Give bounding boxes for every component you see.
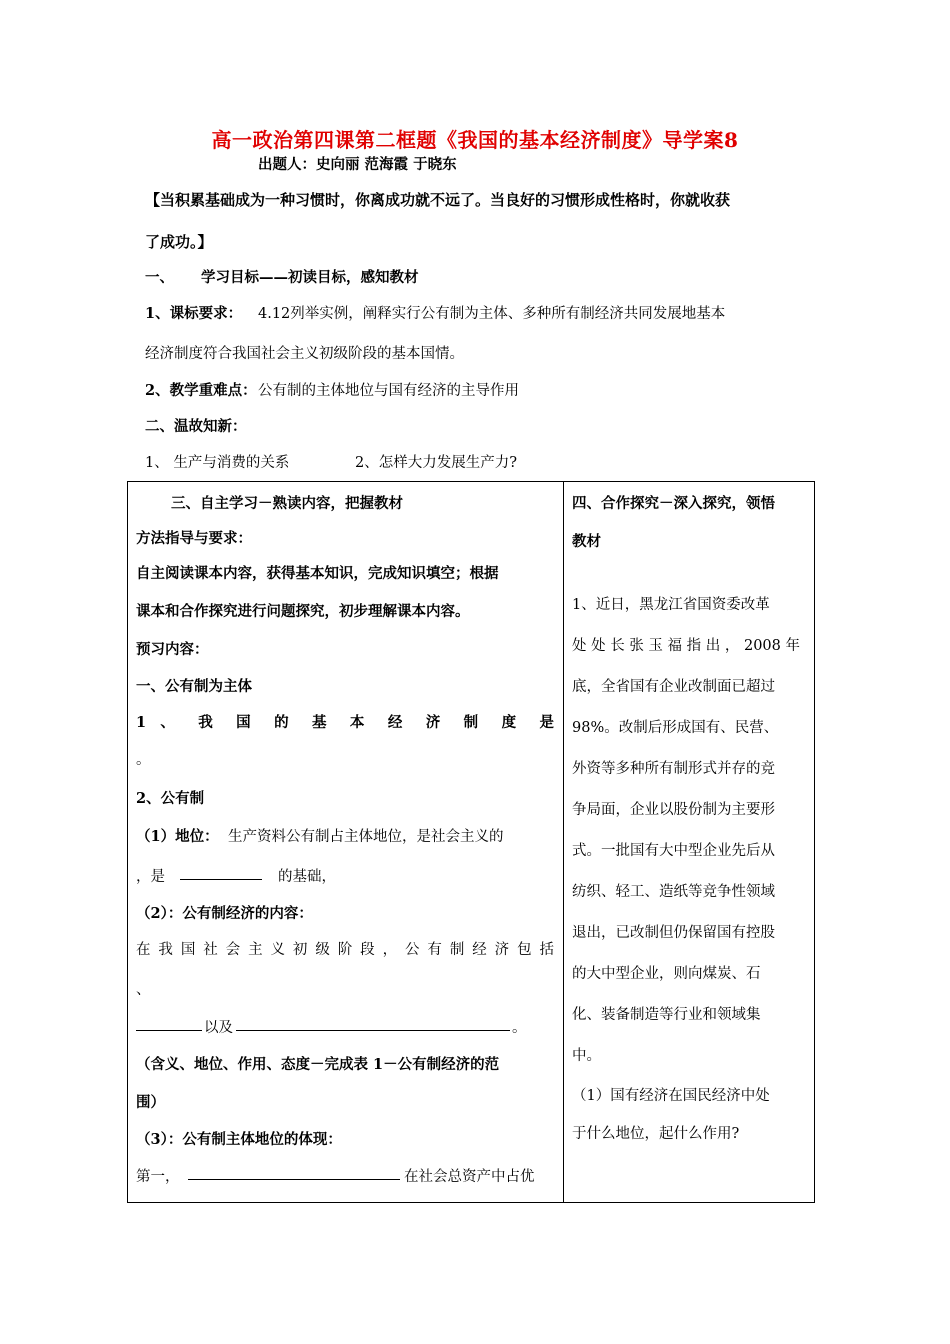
section1-heading-num: 一、 — [145, 269, 174, 286]
self-study-heading: 三、自主学习－熟读内容，把握教材 — [171, 495, 403, 512]
question-basic-system-end: 。 — [136, 752, 151, 768]
content-text: 在 我 国 社 会 主 义 初 级 阶 段 ， 公 有 制 经 济 包 括 — [136, 942, 554, 958]
column-divider — [563, 482, 564, 1202]
status-blank-post: 的基础， — [278, 869, 336, 885]
status-label: （1）地位： — [136, 828, 219, 845]
method-text-b: 课本和合作探究进行问题探究，初步理解课本内容。 — [136, 603, 470, 620]
preview-label: 预习内容： — [136, 641, 209, 658]
status-blank-pre: ，是 — [136, 869, 165, 885]
motto-line-2: 了成功。】 — [145, 233, 213, 251]
question-basic-system: 1 、 我 国 的 基 本 经 济 制 度 是 — [136, 714, 554, 731]
section2-heading: 二、温故知新： — [145, 418, 247, 435]
status-blank[interactable] — [180, 865, 262, 880]
case-line: 1、近日，黑龙江省国资委改革 — [572, 597, 770, 613]
case-line: 处 处 长 张 玉 福 指 出 ， 2008 年 — [572, 638, 800, 654]
study-table — [127, 481, 815, 1203]
case-line: 化、装备制造等行业和领域集 — [572, 1007, 761, 1023]
content-blank-1[interactable] — [136, 1016, 202, 1031]
cooperative-heading-a: 四、合作探究－深入探究，领悟 — [572, 495, 775, 512]
content-comma: 、 — [136, 982, 151, 998]
motto-line-1: 【当积累基础成为一种习惯时，你离成功就不远了。当良好的习惯形成性格时，你就收获 — [145, 191, 731, 209]
curriculum-text-b: 经济制度符合我国社会主义初级阶段的基本国情。 — [145, 346, 464, 362]
review-question-1: 1、 生产与消费的关系 — [145, 455, 290, 471]
case-line: 式。一批国有大中型企业先后从 — [572, 843, 775, 859]
method-text-a: 自主阅读课本内容，获得基本知识，完成知识填空；根据 — [136, 565, 499, 582]
status-text: 生产资料公有制占主体地位，是社会主义的 — [228, 829, 504, 845]
method-label: 方法指导与要求： — [136, 530, 252, 547]
dominance-pre: 第一， — [136, 1169, 180, 1185]
case-question-a: （1）国有经济在国民经济中处 — [572, 1088, 770, 1104]
case-line: 争局面，企业以股份制为主要形 — [572, 802, 775, 818]
case-question-b: 于什么地位，起什么作用? — [572, 1126, 740, 1142]
page-title: 高一政治第四课第二框题《我国的基本经济制度》导学案8 — [211, 128, 739, 152]
note-text-b: 围） — [136, 1094, 165, 1111]
content-blank-2[interactable] — [236, 1016, 510, 1031]
section1-heading: 学习目标——初读目标，感知教材 — [201, 269, 419, 286]
dominance-label: （3）：公有制主体地位的体现： — [136, 1131, 342, 1148]
subheading-public-ownership: 一、公有制为主体 — [136, 678, 252, 695]
content-end: 。 — [512, 1020, 527, 1036]
subheading-public-system: 2、公有制 — [136, 790, 205, 807]
case-line: 底，全省国有企业改制面已超过 — [572, 679, 775, 695]
case-line: 98%。改制后形成国有、民营、 — [572, 720, 779, 736]
keypoints-text: 公有制的主体地位与国有经济的主导作用 — [258, 383, 519, 399]
keypoints-label: 2、教学重难点： — [145, 382, 257, 399]
content-mid: 以及 — [204, 1020, 233, 1036]
case-line: 纺织、轻工、造纸等竞争性领域 — [572, 884, 775, 900]
dominance-blank[interactable] — [188, 1165, 400, 1180]
case-line: 外资等多种所有制形式并存的竞 — [572, 761, 775, 777]
curriculum-text-a: 4.12列举实例，阐释实行公有制为主体、多种所有制经济共同发展地基本 — [258, 306, 726, 322]
case-line: 中。 — [572, 1048, 601, 1064]
authors: 出题人：史向丽 范海霞 于晓东 — [258, 156, 457, 173]
dominance-post: 在社会总资产中占优 — [404, 1169, 535, 1185]
cooperative-heading-b: 教材 — [572, 533, 601, 550]
review-question-2: 2、怎样大力发展生产力? — [355, 455, 517, 471]
case-line: 退出，已改制但仍保留国有控股 — [572, 925, 775, 941]
content-label: （2）：公有制经济的内容： — [136, 905, 313, 922]
note-text-a: （含义、地位、作用、态度－完成表 1－公有制经济的范 — [136, 1056, 500, 1073]
case-line: 的大中型企业，则向煤炭、石 — [572, 966, 761, 982]
curriculum-label: 1、课标要求： — [145, 305, 243, 322]
